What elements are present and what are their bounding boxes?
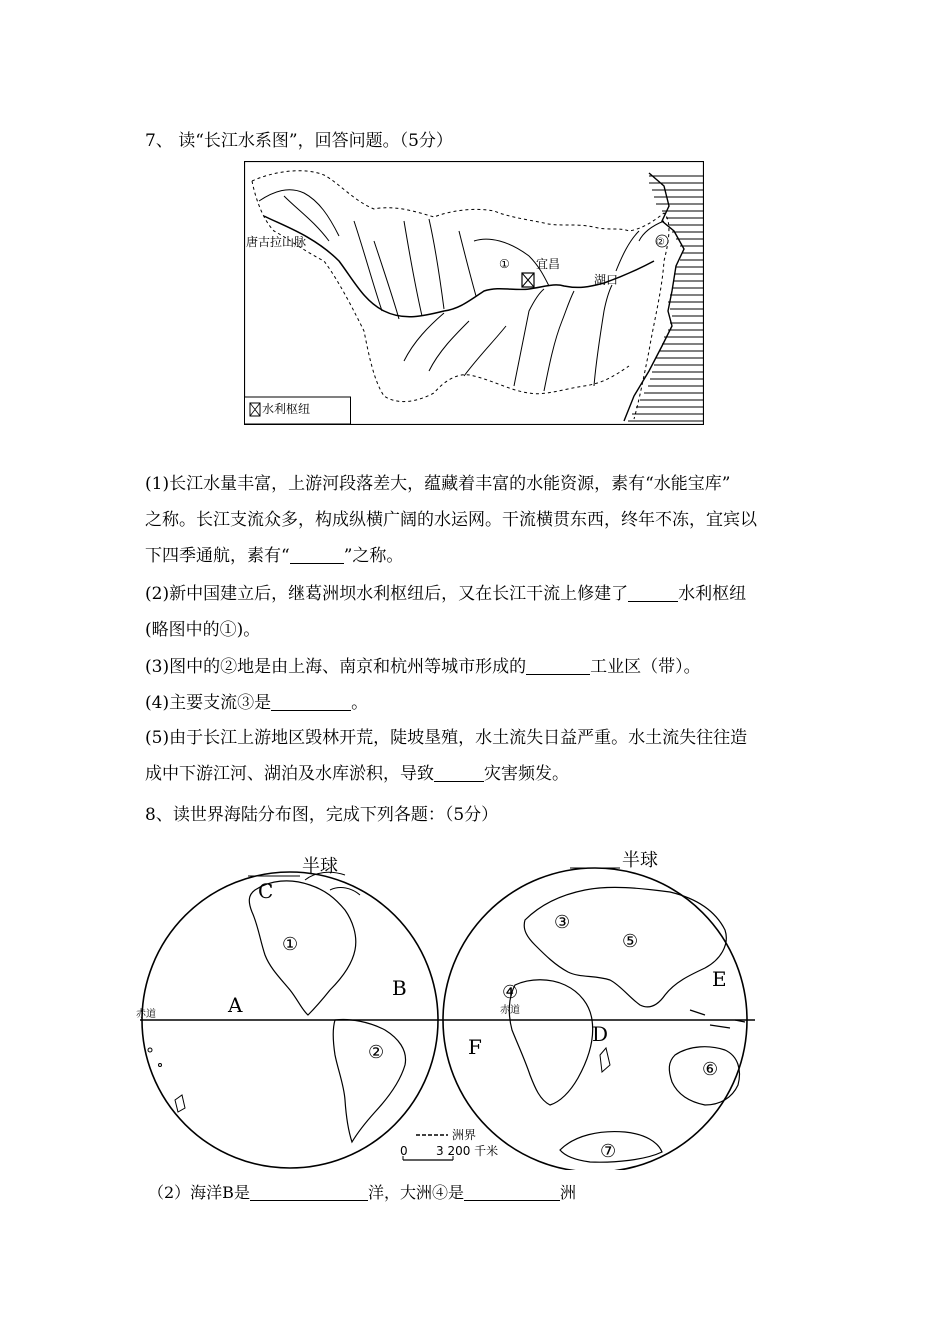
left-hemisphere-label: 半球 [302, 856, 338, 877]
blank-4[interactable] [271, 694, 351, 711]
hukou-label: 湖口 [594, 273, 619, 287]
label-A: A [228, 993, 243, 1017]
scale-zero: 0 [400, 1144, 408, 1158]
q7-p5-line1: (5)由于长江上游地区毁林开荒，陡坡垦殖，水土流失日益严重。水土流失往往造 [145, 728, 748, 748]
q7-p2-line2: (略图中的①)。 [145, 620, 261, 640]
q7-p1-line2: 之称。长江支流众多，构成纵横广阔的水运网。干流横贯东西，终年不冻，宜宾以 [145, 510, 757, 530]
blank-1[interactable] [290, 547, 344, 564]
continent-3: ③ [554, 912, 571, 933]
q7-part4: (4)主要支流③是 。 [145, 693, 369, 713]
mountain-label: 唐古拉山脉 [246, 235, 307, 249]
label-F: F [468, 1035, 482, 1059]
q7-part5 [145, 720, 810, 792]
q7-p2-line1: (2)新中国建立后，继葛洲坝水利枢纽后，又在长江干流上修建了 水利枢纽 [145, 584, 747, 604]
label-B: B [392, 976, 407, 1000]
equator-left-label: 赤道 [136, 1009, 156, 1020]
dam-symbol-icon [522, 273, 534, 287]
blank-ocean-b[interactable] [250, 1184, 368, 1201]
blank-3[interactable] [526, 658, 590, 675]
q7-title: 7、 读“长江水系图”，回答问题。（5分） [145, 131, 453, 151]
q7-part1 [145, 466, 810, 574]
marker-1: ① [499, 257, 510, 271]
q8-title: 8、读世界海陆分布图，完成下列各题：（5分） [145, 805, 499, 825]
label-D: D [592, 1022, 609, 1046]
right-hemisphere-label: 半球 [622, 850, 658, 871]
continent-5: ⑤ [622, 931, 639, 952]
label-C: C [258, 879, 274, 903]
continent-7: ⑦ [600, 1141, 617, 1162]
yichang-label: 宜昌 [536, 257, 561, 271]
label-E: E [712, 967, 727, 991]
q7-part3: (3)图中的②地是由上海、南京和杭州等城市形成的 工业区（带）。 [145, 657, 701, 677]
q7-part2 [145, 576, 810, 648]
continent-1: ① [282, 934, 299, 955]
world-hemispheres-map [130, 850, 770, 1170]
continent-2: ② [368, 1042, 385, 1063]
blank-5[interactable] [434, 765, 484, 782]
q7-p1-line3: 下四季通航，素有“ ”之称。 [145, 546, 404, 566]
scale-legend [400, 1128, 498, 1160]
q8-part2: （2）海洋B是 洋，大洲④是 洲 [148, 1183, 576, 1202]
marker-2: ② [656, 237, 665, 248]
scale-value: 3 200 千米 [436, 1144, 499, 1158]
blank-continent-4[interactable] [464, 1184, 560, 1201]
continent-4: ④ [502, 982, 519, 1003]
eastern-hemisphere [443, 868, 747, 1170]
blank-2[interactable] [628, 585, 678, 602]
yangtze-river-map [244, 161, 704, 425]
legend-label: 水利枢纽 [262, 402, 311, 416]
q7-p5-line2: 成中下游江河、湖泊及水库淤积，导致 灾害频发。 [145, 764, 569, 784]
q7-p1-line1: (1)长江水量丰富，上游河段落差大，蕴藏着丰富的水能资源，素有“水能宝库” [145, 474, 731, 494]
africa-shape [509, 980, 592, 1105]
scale-legend-label: 洲界 [452, 1128, 477, 1142]
equator-right-label: 赤道 [500, 1005, 520, 1016]
continent-6: ⑥ [702, 1059, 719, 1080]
map-legend [245, 397, 351, 424]
